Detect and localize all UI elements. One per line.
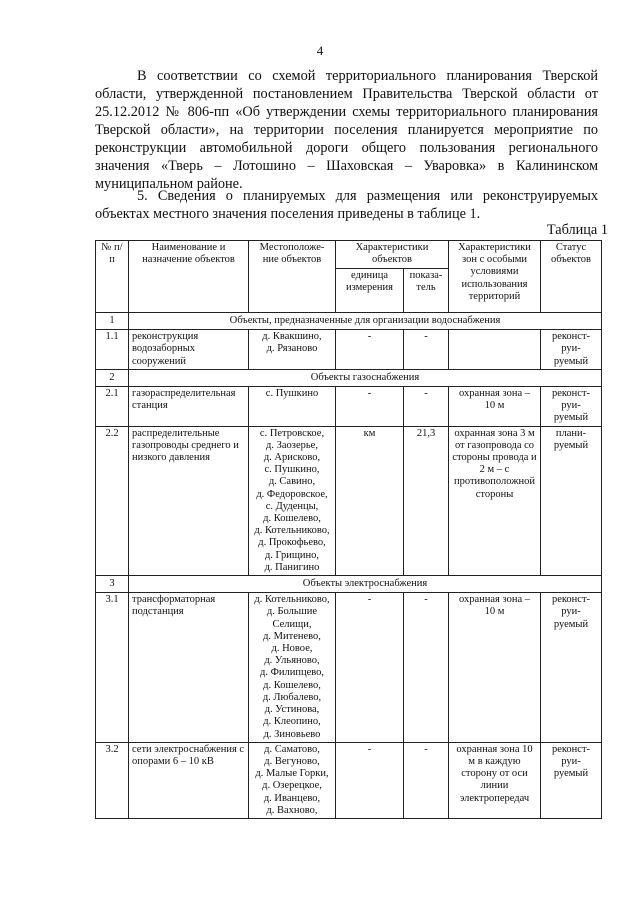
table-caption: Таблица 1 [546, 222, 608, 238]
table-row [96, 426, 602, 575]
section-title: Объекты газоснабжения [129, 369, 602, 386]
section-row [96, 576, 602, 593]
table-row [96, 742, 602, 818]
section-number: 1 [96, 313, 129, 330]
object-status: реконст- руи- руемый [541, 387, 602, 427]
row-number: 3.1 [96, 593, 129, 742]
object-zone: охранная зона – 10 м [449, 593, 541, 742]
header-characteristics: Характеристики объектов [336, 241, 449, 269]
table-body [96, 313, 602, 819]
header-zones: Характеристики зон с особыми условиями использования территорий [449, 241, 541, 313]
object-status: плани- руемый [541, 426, 602, 575]
section-row [96, 313, 602, 330]
header-unit: единица измерения [336, 269, 404, 313]
object-status: реконст- руи- руемый [541, 742, 602, 818]
object-name: распределительные газопроводы среднего и низкого давления [129, 426, 249, 575]
object-unit: - [336, 387, 404, 427]
section-title: Объекты, предназначенные для организации водоснабжения [129, 313, 602, 330]
objects-table [95, 240, 602, 819]
object-name: трансформаторная подстанция [129, 593, 249, 742]
object-status: реконст- руи- руемый [541, 593, 602, 742]
section-title: Объекты электроснабжения [129, 576, 602, 593]
object-value: - [404, 387, 449, 427]
object-unit: км [336, 426, 404, 575]
paragraph-territorial-planning: В соответствии со схемой территориального планирования Тверской области, утвержденной постановлением Правительства Тверской области от 25.12.2012 № 806-пп «Об утверждении схемы территориального планирования Тверской области», на территории поселения планируется мероприятие по реконструкции автомобильной дороги общего пользования регионального значения «Тверь – Лотошино – Шаховская – Уваровка» в Калининском муниципальном районе. [95, 68, 598, 192]
object-status: реконст- руи- руемый [541, 330, 602, 370]
paragraph-table-reference: 5. Сведения о планируемых для размещения или реконструируемых объектах местного значения поселения приведены в таблице 1. [95, 188, 598, 222]
header-name: Наименование и назначение объектов [129, 241, 249, 313]
object-value: - [404, 742, 449, 818]
object-zone: охранная зона 3 м от газопровода со стороны провода и 2 м – с противоположной стороны [449, 426, 541, 575]
header-value: показа-тель [404, 269, 449, 313]
object-value: - [404, 593, 449, 742]
row-number: 1.1 [96, 330, 129, 370]
header-num: № п/п [96, 241, 129, 313]
row-number: 2.2 [96, 426, 129, 575]
row-number: 3.2 [96, 742, 129, 818]
table-row [96, 593, 602, 742]
row-number: 2.1 [96, 387, 129, 427]
object-zone: охранная зона 10 м в каждую сторону от оси линии электропередач [449, 742, 541, 818]
object-name: сети электроснабжения с опорами 6 – 10 кВ [129, 742, 249, 818]
object-zone: охранная зона – 10 м [449, 387, 541, 427]
object-location: д. Саматово, д. Вегуново, д. Малые Горки, д. Озерецкое, д. Иванцево, д. Вахново, [249, 742, 336, 818]
section-row [96, 369, 602, 386]
page-number: 4 [316, 43, 324, 58]
object-unit: - [336, 593, 404, 742]
object-zone [449, 330, 541, 370]
object-location: с. Пушкино [249, 387, 336, 427]
table-row [96, 387, 602, 427]
object-location: д. Котельниково, д. Большие Селищи, д. Митенево, д. Новое, д. Ульяново, д. Филипцево, д. Кошелево, д. Любалево, д. Устинова, д. Клеопино, д. Зиновьево [249, 593, 336, 742]
table-row [96, 330, 602, 370]
object-unit: - [336, 742, 404, 818]
object-location: д. Квакшино, д. Рязаново [249, 330, 336, 370]
object-value: - [404, 330, 449, 370]
header-location: Местоположе-ние объектов [249, 241, 336, 313]
object-value: 21,3 [404, 426, 449, 575]
section-number: 3 [96, 576, 129, 593]
object-unit: - [336, 330, 404, 370]
object-name: газораспределительная станция [129, 387, 249, 427]
object-name: реконструкция водозаборных сооружений [129, 330, 249, 370]
header-status: Статус объектов [541, 241, 602, 313]
section-number: 2 [96, 369, 129, 386]
object-location: с. Петровское, д. Заозерье, д. Арисково, с. Пушкино, д. Савино, д. Федоровское, с. Дуденцы, д. Кошелево, д. Котельниково, д. Прокофьево, д. Грищино, д. Панигино [249, 426, 336, 575]
